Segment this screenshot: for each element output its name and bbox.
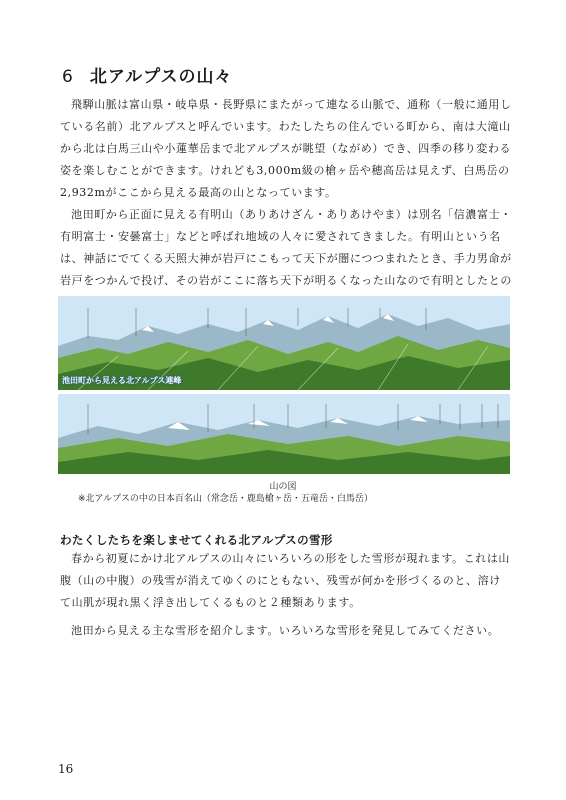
snow-shapes-intro-paragraph: 池田から見える主な雪形を紹介します。いろいろな雪形を発見してみてください。 <box>71 624 500 637</box>
figure-note: ※北アルプスの中の日本百名山（常念岳・鹿島槍ヶ岳・五竜岳・白馬岳） <box>78 494 373 504</box>
section-heading <box>62 62 232 87</box>
page-number: 16 <box>58 762 74 776</box>
panorama-illustration-upper <box>58 296 510 390</box>
mountain-range-lower <box>58 394 510 474</box>
section-number: 6 <box>62 67 74 87</box>
snow-shapes-paragraph: 春から初夏にかけ北アルプスの山々にいろいろの形をした雪形が現れます。これは山腹（山の中腹）の残雪が消えてゆくのにともない、残雪が何かを形づくるのと、溶けて山肌が現れ黒く浮き出してくるものと２種類あります。 <box>60 552 511 609</box>
figure-title: 山の図 <box>269 482 297 492</box>
ariake-paragraph: 池田町から正面に見える有明山（ありあけざん・ありあけやま）は別名「信濃富士・有明富士・安曇富士」などと呼ばれ地域の人々に愛されてきました。有明山という名は、神話にでてくる天照大神が岩戸にこもって天下が闇につつまれたとき、手力男命が岩戸をつかんで投げ、その岩がここに落ち天下が明るくなった山なので有明としたとの <box>60 208 512 287</box>
section-title: 北アルプスの山々 <box>89 67 233 87</box>
panorama-illustration-lower <box>58 394 510 474</box>
subsection-heading: わたくしたちを楽しませてくれる北アルプスの雪形 <box>60 533 333 547</box>
panorama-caption: 池田町から見える北アルプス連峰 <box>62 376 182 385</box>
intro-paragraph: 飛騨山脈は富山県・岐阜県・長野県にまたがって連なる山脈で、通称（一般に通用している名前）北アルプスと呼んでいます。わたしたちの住んでいる町から、南は大滝山から北は白馬三山や小蓮華岳まで北アルプスが眺望（ながめ）でき、四季の移り変わる姿を楽しむことができます。けれども3,000m級の槍ヶ岳や穂高岳は見えず、白馬岳の2,932mがここから見える最高の山となっています。 <box>60 98 512 199</box>
